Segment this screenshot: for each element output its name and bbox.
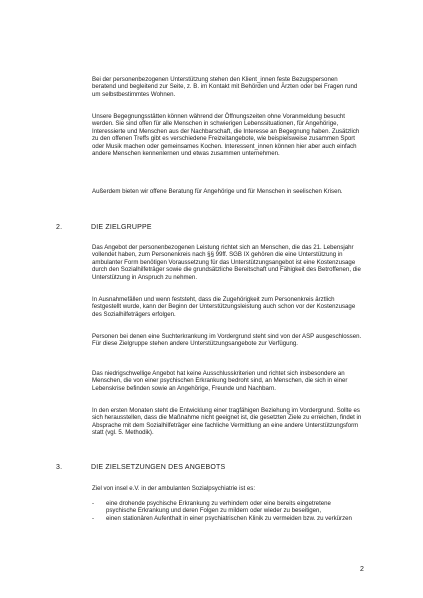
paragraph-text: Das niedrigschwellige Angebot hat keine Ausschlusskriterien und richtet sich insbesondere an Menschen, die von einer psychischen Erkrankung bedroht sind, an Menschen, die sich in einer Lebenskrise befinden sowie an Angehörige, Freunde und Nachbarn. <box>92 370 348 392</box>
paragraph-text: Unsere Begegnungsstätten können während der Öffnungszeiten ohne Voranmeldung besucht werden. Sie sind offen für alle Menschen in schwierigen Lebenssituationen, für Angehörige, Interessierte und Menschen aus der Nachbarschaft, die Interesse an Begegnung haben. Zusätzlich zu den offenen Treffs gibt es verschiedene Freizeitangebote, wie beispielsweise zusammen Sport oder Musik machen oder gemeinsames Kochen. Interessent_innen können hier aber auch einfach andere Menschen kennenlernen und etwas zusammen unternehmen. <box>92 113 360 158</box>
section-heading-zielgruppe <box>56 223 356 232</box>
bullet-text: eine drohende psychische Erkrankung zu verhindern oder eine bereits eingetretene psychische Erkrankung und deren Folgen zu mildern oder wieder zu beseitigen, <box>106 500 331 515</box>
paragraph-meeting-places <box>92 113 362 158</box>
paragraph-exceptions <box>92 296 362 318</box>
paragraph-open-counseling <box>92 188 362 195</box>
list-item <box>92 500 362 515</box>
paragraph-text: In den ersten Monaten steht die Entwicklung einer tragfähigen Beziehung im Vordergrund. Sollte es sich herausstellen, dass die Maßnahme nicht geeignet ist, die gesetzten Ziele zu erreichen, findet in Absprache mit dem Sozialhilfeträger eine fachliche Vermittlung an eine andere Unterstützungsform statt (vgl. 5. Methodik). <box>92 407 362 437</box>
paragraph-exclusions <box>92 333 362 348</box>
bullet-text: einen stationären Aufenthalt in einer psychiatrischen Klinik zu vermeiden bzw. zu verkürzen <box>106 514 352 522</box>
bullet-dash: - <box>92 500 95 507</box>
paragraph-low-threshold <box>92 370 362 392</box>
section-number: 3. <box>56 464 63 471</box>
list-item <box>92 515 362 522</box>
paragraph-text: Das Angebot der personenbezogenen Leistung richtet sich an Menschen, die das 21. Lebensjahr vollendet haben, zum Personenkreis nach §§ 99ff. SGB IX gehören die eine Unterstützung in ambulanter Form benötigen Voraussetzung für das Unterstützungsangebot ist eine Kostenzusage durch den Sozialhilfeträger sowie die grundsätzliche Bereitschaft und Fähigkeit des Betroffenen, die Unterstützung in Anspruch zu nehmen. <box>92 244 361 281</box>
section-title: DIE ZIELGRUPPE <box>91 224 152 231</box>
section-title: DIE ZIELSETZUNGEN DES ANGEBOTS <box>91 464 226 471</box>
paragraph-first-months <box>92 407 362 437</box>
page-number: 2 <box>360 566 364 573</box>
paragraph-target-group <box>92 244 362 281</box>
paragraph-text: Personen bei denen eine Suchterkrankung im Vordergrund steht sind von der ASP ausgeschlossen. Für diese Zielgruppe stehen andere Unterstützungsangebote zur Verfügung. <box>92 333 362 348</box>
paragraph-text: Ziel von insel e.V. in der ambulanten Sozialpsychiatrie ist es: <box>92 485 256 492</box>
section-heading-zielsetzungen <box>56 463 356 472</box>
paragraph-personal-support <box>92 76 362 98</box>
paragraph-text: In Ausnahmefällen und wenn feststeht, dass die Zugehörigkeit zum Personenkreis ärztlich festgestellt wurde, kann der Beginn der Unterstützungsleistung auch schon vor der Kostenzusage des Sozialhilfeträgers erfolgen. <box>92 296 356 318</box>
bullet-dash: - <box>92 514 95 522</box>
goal-bullet-list <box>92 500 362 522</box>
section-number: 2. <box>56 224 63 231</box>
paragraph-text: Bei der personenbezogenen Unterstützung stehen den Klient_innen feste Bezugspersonen beratend und begleitend zur Seite, z. B. im Kontakt mit Behörden und Ärzten oder bei Fragen rund um selbstbestimmtes Wohnen. <box>92 76 358 98</box>
paragraph-goal-intro <box>92 485 362 492</box>
paragraph-text: Außerdem bieten wir offene Beratung für Angehörige und für Menschen in seelischen Krisen. <box>92 188 343 195</box>
